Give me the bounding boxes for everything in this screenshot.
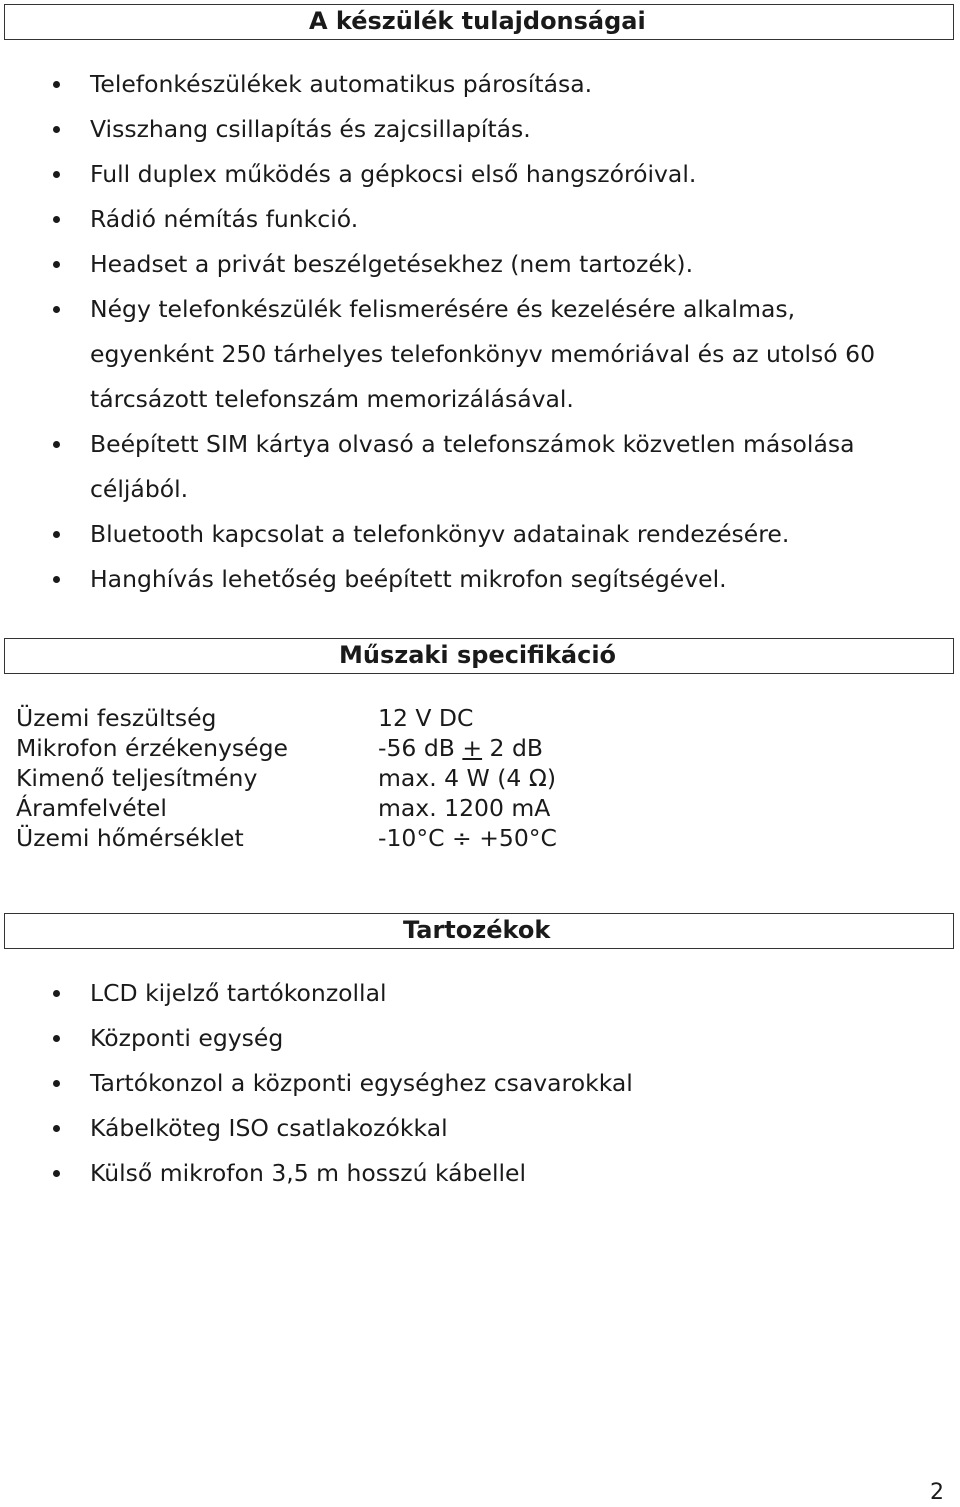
bullet-icon [53,171,60,178]
bullet-icon [53,81,60,88]
list-item: Négy telefonkészülék felismerésére és kezelésére alkalmas, egyenként 250 tárhelyes telefonkönyv memóriával és az utolsó 60 tárcsázott telefonszám memorizálásával. [0,287,875,422]
specs-header-box [4,638,954,674]
list-item: Beépített SIM kártya olvasó a telefonszámok közvetlen másolása céljából. [0,422,875,512]
bullet-icon [53,306,60,313]
bullet-icon [53,126,60,133]
list-item: Külső mikrofon 3,5 m hosszú kábellel [0,1151,633,1196]
list-item: Hanghívás lehetőség beépített mikrofon segítségével. [0,557,875,602]
list-item: Rádió némítás funkció. [0,197,875,242]
spec-label: Üzemi feszültség [16,704,217,732]
spec-value: 12 V DC [378,704,474,732]
specs-title: Műszaki specifikáció [339,641,617,669]
list-item: Visszhang csillapítás és zajcsillapítás. [0,107,875,152]
features-title: A készülék tulajdonságai [309,7,646,35]
page-number: 2 [930,1480,944,1505]
bullet-icon [53,531,60,538]
spec-value: max. 4 W (4 Ω) [378,764,556,792]
bullet-icon [53,1125,60,1132]
spec-label: Kimenő teljesítmény [16,764,258,792]
bullet-icon [53,216,60,223]
range-sign: ÷ [452,824,472,852]
spec-value: -56 dB + 2 dB [378,734,544,762]
accessories-list [0,971,633,1196]
spec-value: -10°C ÷ +50°C [378,824,557,852]
bullet-icon [53,1170,60,1177]
spec-label: Áramfelvétel [16,794,167,822]
list-item: Full duplex működés a gépkocsi első hangszóróival. [0,152,875,197]
list-item: LCD kijelző tartókonzollal [0,971,633,1016]
features-list [0,62,875,602]
list-item: Headset a privát beszélgetésekhez (nem tartozék). [0,242,875,287]
bullet-icon [53,1035,60,1042]
bullet-icon [53,990,60,997]
list-item: Tartókonzol a központi egységhez csavarokkal [0,1061,633,1106]
accessories-title: Tartozékok [403,916,551,944]
bullet-icon [53,441,60,448]
spec-label: Mikrofon érzékenysége [16,734,288,762]
features-header-box [4,4,954,40]
spec-value: max. 1200 mA [378,794,551,822]
bullet-icon [53,576,60,583]
bullet-icon [53,261,60,268]
plus-minus-sign: + [462,734,483,762]
list-item: Kábelköteg ISO csatlakozókkal [0,1106,633,1151]
bullet-icon [53,1080,60,1087]
accessories-header-box [4,913,954,949]
spec-label: Üzemi hőmérséklet [16,824,244,852]
list-item: Bluetooth kapcsolat a telefonkönyv adatainak rendezésére. [0,512,875,557]
list-item: Központi egység [0,1016,633,1061]
list-item: Telefonkészülékek automatikus párosítása. [0,62,875,107]
